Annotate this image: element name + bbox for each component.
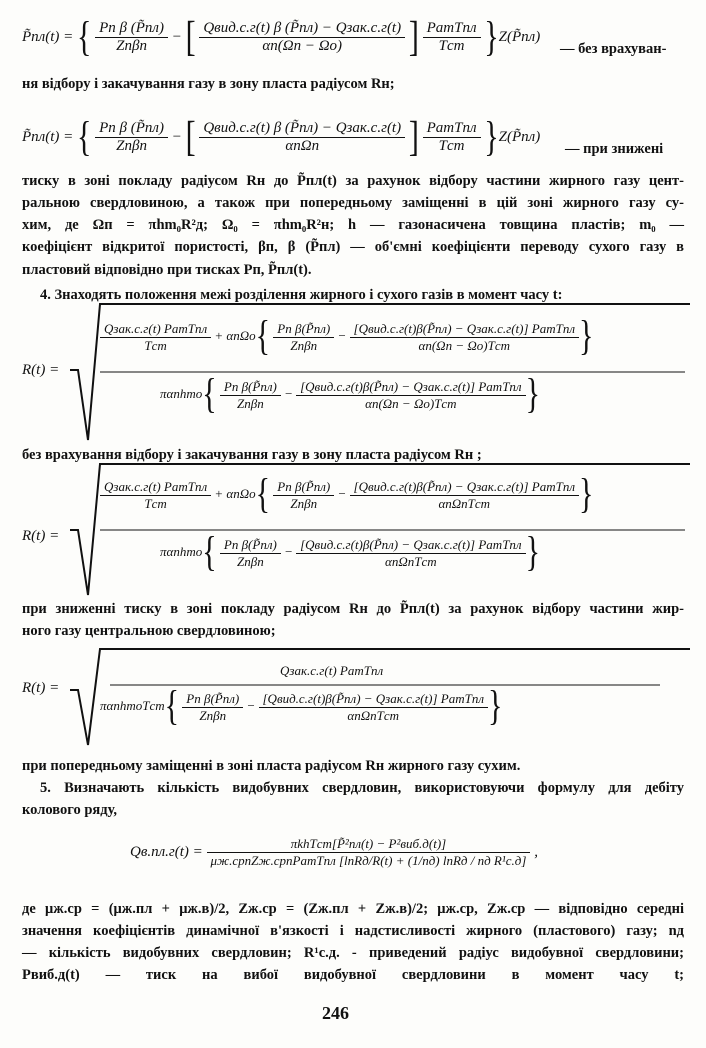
r-formula-1-top: $\frac{\text{Qзак.с.г(t) PатTпл}}{\text{Tст}}$ + αпΩо{ $\frac{\text{Pп β(P̃пл)}}{\text{Zпβп}}$ − $\frac{\text{[Qвид.с.г(t)β(P̃пл) − Qзак.с.г(t)] PатTпл}}{\text{αп(Ωп − Ωо)Tст}}$ } bbox=[100, 320, 593, 354]
r-formula-1-lhs: R(t) = bbox=[22, 362, 60, 378]
q-formula: Qв.пл.г(t) = $\frac{\text{πkhTст[P̃²пл(t) − P²виб.д(t)]}}{\text{μж.српZж.српPатTпл [lnRд/R(t) + (1/nд) lnRд / nд R¹с.д]}}$ , bbox=[130, 836, 538, 868]
page-number: 246 bbox=[322, 1003, 349, 1023]
definition-line: де μж.ср = (μж.пл + μж.в)/2, Zж.ср = (Zж.пл + Zж.в)/2; μж.ср, Zж.ср — відповідно середні bbox=[22, 901, 684, 917]
r-formula-1-bottom: παпhmо{ $\frac{\text{Pп β(P̃пл)}}{\text{Zпβп}}$ − $\frac{\text{[Qвид.с.г(t)β(P̃пл) − Qзак.с.г(t)] PатTпл}}{\text{αп(Ωп − Ωо)Tст}}$ } bbox=[160, 371, 540, 418]
paragraph-line: ральною свердловиною, а також при попередньому заміщенні в цій зоні жирного газу су- bbox=[22, 195, 684, 211]
step-5-line-1: 5. Визначають кількість видобувних свердловин, використовуючи формулу для дебіту bbox=[40, 780, 684, 796]
r-formula-3-numerator: Qзак.с.г(t) PатTпл bbox=[280, 663, 384, 678]
paragraph-line: тиску в зоні покладу радіусом Rн до P̃пл(t) за рахунок відбору частини жирного газу цент- bbox=[22, 173, 684, 189]
formula-1: P̃пл(t) = { $\frac{\text{Pп β (P̃пл)}}{\text{Zпβп}}$ − [ $\frac{\text{Qвид.с.г(t) β (P̃пл) − Qзак.с.г(t)}}{\alpha п(\Omega п - \Omega о)}$ ] $\frac{\text{PатTпл}}{\text{Tст}}$ }Z(P̃пл) bbox=[22, 13, 541, 60]
r-formula-1-caption: без врахування відбору і закачування газу в зону пласта радіусом Rн ; bbox=[22, 447, 482, 463]
r-formula-3-lhs: R(t) = bbox=[22, 680, 60, 696]
step-5-line-2: колового ряду, bbox=[22, 802, 117, 818]
r-formula-3-bottom: παпhmоTст{ $\frac{\text{Pп β(P̃пл)}}{\text{Zпβп}}$ − $\frac{\text{[Qвид.с.г(t)β(P̃пл) − Qзак.с.г(t)] PатTпл}}{\text{αпΩпTст}}$ } bbox=[100, 683, 503, 730]
formula-lhs: P̃пл(t) = bbox=[22, 28, 74, 45]
r-formula-2-caption-1: при зниженні тиску в зоні покладу радіусом Rн до P̃пл(t) за рахунок відбору частини жир- bbox=[22, 601, 684, 617]
formula-2-caption-a: — при знижені bbox=[565, 141, 664, 157]
formula-1-caption-a: — без врахуван- bbox=[560, 41, 667, 57]
r-formula-2-top: $\frac{\text{Qзак.с.г(t) PатTпл}}{\text{Tст}}$ + αпΩо{ $\frac{\text{Pп β(P̃пл)}}{\text{Zпβп}}$ − $\frac{\text{[Qвид.с.г(t)β(P̃пл) − Qзак.с.г(t)] PатTпл}}{\text{αпΩпTст}}$ } bbox=[100, 478, 593, 512]
r-formula-3-caption: при попередньому заміщенні в зоні пласта радіусом Rн жирного газу сухим. bbox=[22, 758, 521, 774]
definition-line: значення коефіцієнтів динамічної в'язкості і надстисливості жирного (пластового) газу; nд bbox=[22, 923, 684, 939]
definition-line: — кількість видобувних свердловин; R¹с.д. - приведений радіус видобувної свердловини; bbox=[22, 945, 684, 961]
paragraph-line: коефіцієнт відкритої пористості, βп, β (P̃пл) — об'ємні коефіцієнти переводу сухого газу в bbox=[22, 239, 684, 255]
paragraph-line: хим, де Ωп = πhm₀R²д; Ω₀ = πhm₀R²н; h — газонасичена товщина пластів; m₀ — bbox=[22, 217, 684, 233]
r-formula-2-caption-2: ного газу центральною свердловиною; bbox=[22, 623, 276, 639]
formula-1-caption-b: ня відбору і закачування газу в зону пласта радіусом Rн; bbox=[22, 76, 395, 92]
formula-2: P̃пл(t) = { $\frac{\text{Pп β (P̃пл)}}{\text{Zпβп}}$ − [ $\frac{\text{Qвид.с.г(t) β (P̃пл) − Qзак.с.г(t)}}{\text{αпΩп}}$ ] $\frac{\text{PатTпл}}{\text{Tст}}$ }Z(P̃пл) bbox=[22, 113, 541, 160]
r-formula-2-bottom: παпhmо{ $\frac{\text{Pп β(P̃пл)}}{\text{Zпβп}}$ − $\frac{\text{[Qвид.с.г(t)β(P̃пл) − Qзак.с.г(t)] PатTпл}}{\text{αпΩпTст}}$ } bbox=[160, 529, 540, 576]
step-4-heading: 4. Знаходять положення межі розділення жирного і сухого газів в момент часу t: bbox=[40, 287, 563, 303]
definition-line: Pвиб.д(t) — тиск на вибої видобувної свердловини в момент часу t; bbox=[22, 967, 684, 983]
r-formula-2-lhs: R(t) = bbox=[22, 528, 60, 544]
paragraph-line: пластовий відповідно при тисках Pп, P̃пл(t). bbox=[22, 262, 312, 278]
